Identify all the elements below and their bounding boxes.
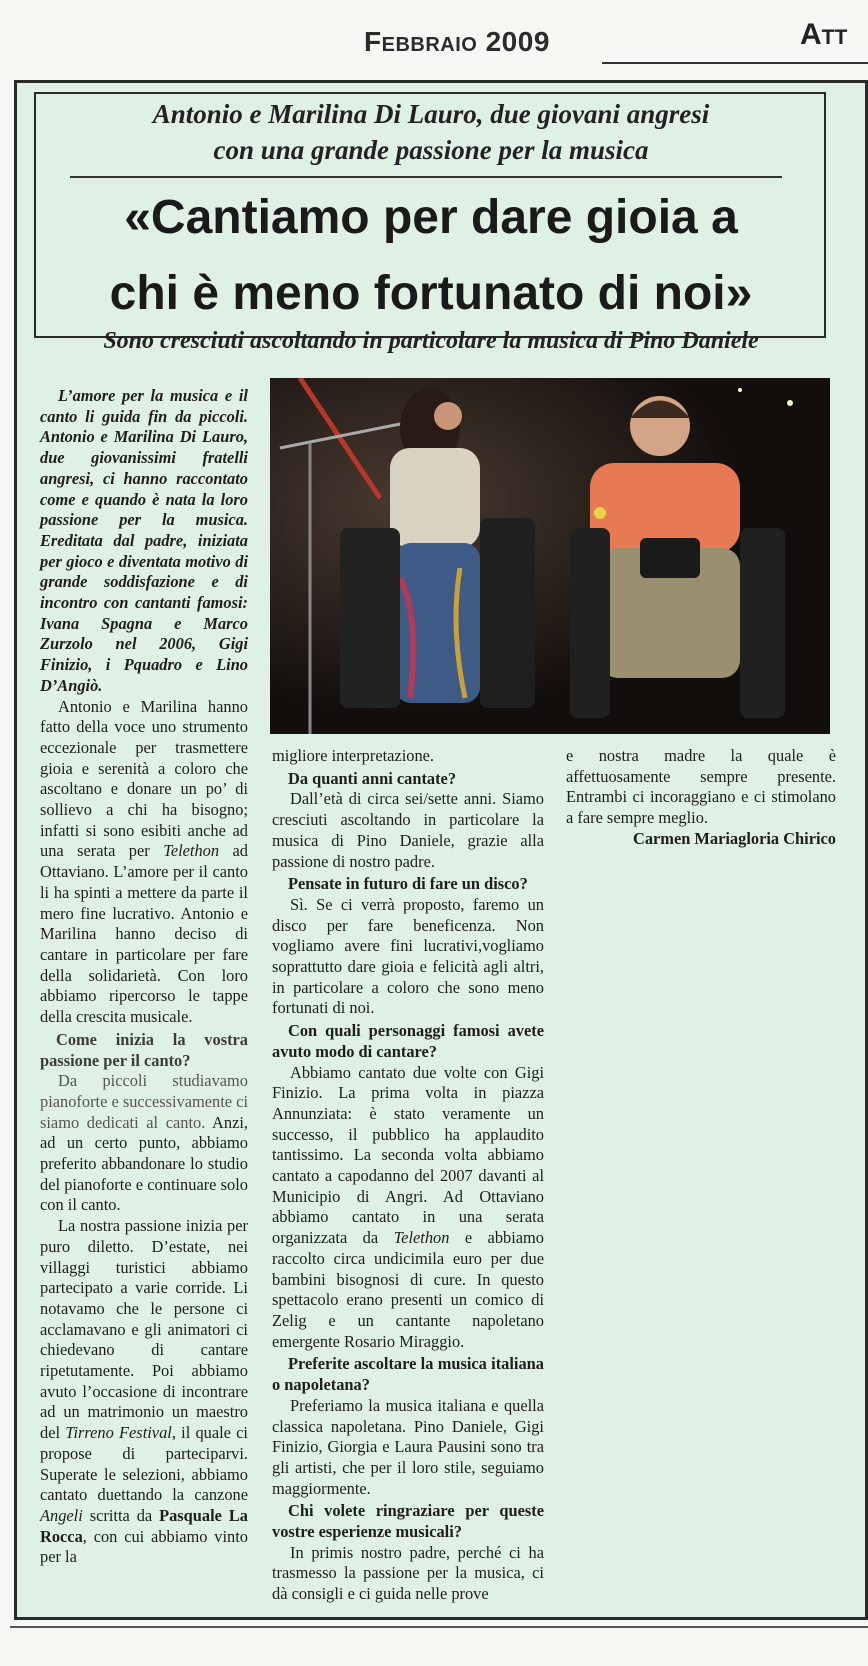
body-paragraph-1 [40, 697, 248, 1028]
body-paragraph-2 [40, 1216, 248, 1568]
continued-text: e nostra madre la quale è affettuosamente sempre presente. Entrambi ci incoraggiano e ci stimolano a fare sempre meglio. [566, 746, 836, 828]
headline-line-1: «Cantiamo per dare gioia a [124, 191, 738, 244]
bold-pasquale-la-rocca: Pasquale La Rocca [40, 1505, 248, 1546]
answer-3: Sì. Se ci verrà proposto, faremo un disco per fare beneficenza. Non vogliamo avere fini lucrativi,vogliamo soprattutto dare gioia e felicità agli altri, in particolare a coloro che sono meno fortunati di noi. [272, 894, 544, 1018]
column-1 [40, 386, 248, 1568]
text-run: , il quale ci propose di parteciparvi. Superate le selezioni, abbiamo cantato duettando la canzone [40, 1423, 248, 1505]
text-run: Anzi, ad un certo punto, abbiamo preferito abbandonare lo studio del pianoforte e continuare solo con il canto. [40, 1112, 249, 1215]
overline-rule [70, 176, 782, 178]
question-6: Chi volete ringraziare per queste vostre esperienze musicali? [272, 1501, 544, 1542]
emphasis-telethon: Telethon [393, 1228, 450, 1248]
overline-line-1: Antonio e Marilina Di Lauro, due giovani angresi [152, 99, 710, 129]
overline-line-2: con una grande passione per la musica [213, 135, 649, 165]
text-run: Da piccoli studiavamo pianoforte e successivamente ci siamo dedicati al canto. [40, 1071, 248, 1132]
headline-line-2: chi è meno fortunato di noi» [109, 267, 753, 320]
text-run: Abbiamo cantato due volte con Gigi Finizio. La prima volta in piazza Annunziata: è stato veramente un successo, il pubblico ha applaudito tantissimo. La seconda volta abbiamo cantato a capodanno del 2007 davanti al Municipio di Angri. Ad Ottaviano abbiamo cantato in una serata organizzata da [272, 1062, 544, 1248]
question-5: Preferite ascoltare la musica italiana o napoletana? [272, 1354, 544, 1395]
text-run: scritta da [82, 1505, 160, 1525]
issue-date: Febbraio 2009 [364, 26, 550, 57]
answer-5: Preferiamo la musica italiana e quella classica napoletana. Pino Daniele, Gigi Finizio, Giorgia e Laura Pausini sono tra gli artisti, che per il loro stile, seguiamo maggiormente. [272, 1395, 544, 1498]
article-headline [36, 180, 826, 332]
answer-6: In primis nostro padre, perché ci ha trasmesso la passione per la musica, ci dà consigli e ci guida nelle prove [272, 1542, 544, 1604]
text-run: La nostra passione inizia per puro diletto. D’estate, nei villaggi turistici abbiamo partecipato a varie corride. Li notavamo che le persone ci acclamavano e gli animatori ci chiedevano di cantare ripetutamente. Poi abbiamo avuto l’occasione di incontrare ad un matrimonio un maestro del [40, 1216, 248, 1443]
question-1: Come inizia la vostra passione per il canto? [40, 1029, 248, 1070]
emphasis-tirreno-festival: Tirreno Festival [65, 1423, 172, 1443]
column-2 [272, 746, 544, 1605]
question-4: Con quali personaggi famosi avete avuto modo di cantare? [272, 1021, 544, 1061]
section-title: Att [800, 18, 848, 51]
emphasis-angeli: Angeli [40, 1505, 83, 1525]
lead-paragraph: L’amore per la musica e il canto li guida fin da piccoli. Antonio e Marilina Di Lauro, due giovanissimi fratelli angresi, ci hanno raccontato come e quando è nata la loro passione per la musica. Ereditata dal padre, iniziata per gioco e diventata motivo di grande soddisfazione e di incontro con cantanti famosi: Ivana Spagna e Marco Zurzolo nel 2006, Gigi Finizio, i Pquadro e Lino D’Angiò. [40, 386, 248, 695]
answer-2: Dall’età di circa sei/sette anni. Siamo cresciuti ascoltando in particolare la musica di Pino Daniele, grazie alla passione di nostro padre. [272, 789, 544, 871]
question-3: Pensate in futuro di fare un disco? [288, 874, 528, 894]
author-signature: Carmen Mariagloria Chirico [632, 828, 836, 848]
continued-text: migliore interpretazione. [272, 746, 435, 765]
text-run: e abbiamo raccolto circa undicimila euro per due bambini bisognosi di cure. In questo spettacolo erano presenti un comico di Zelig e un cantante napoletano emergente Rosario Miraggio. [272, 1228, 544, 1351]
concert-photo-illustration [270, 378, 830, 734]
text-run: , con cui abbiamo vinto per la [40, 1526, 248, 1567]
text-run: Antonio e Marilina hanno fatto della voce uno strumento eccezionale per trasmettere gioia e serenità a coloro che ascoltano e donare un po’ di sollievo a chi ha bisogno; infatti si sono esibiti anche ad una serata per [40, 696, 248, 861]
header-rule [602, 62, 868, 64]
answer-4 [272, 1063, 544, 1353]
column-3 [566, 746, 836, 850]
article-subtitle: Sono cresciuti ascoltando in particolare la musica di Pino Daniele [103, 328, 759, 354]
text-run: ad Ottaviano. L’amore per il canto li ha spinti a mettere da parte il mero fine lucrativo. Antonio e Marilina hanno deciso di cantare in particolare per fare della solidarietà. Con loro abbiamo ripercorso le tappe della crescita musicale. [40, 841, 248, 1027]
emphasis-telethon: Telethon [163, 841, 220, 861]
article-photo [270, 378, 830, 734]
question-2: Da quanti anni cantate? [288, 768, 457, 788]
article-overline [38, 96, 824, 168]
frame-bottom-rule [10, 1626, 868, 1628]
answer-1 [40, 1071, 248, 1216]
